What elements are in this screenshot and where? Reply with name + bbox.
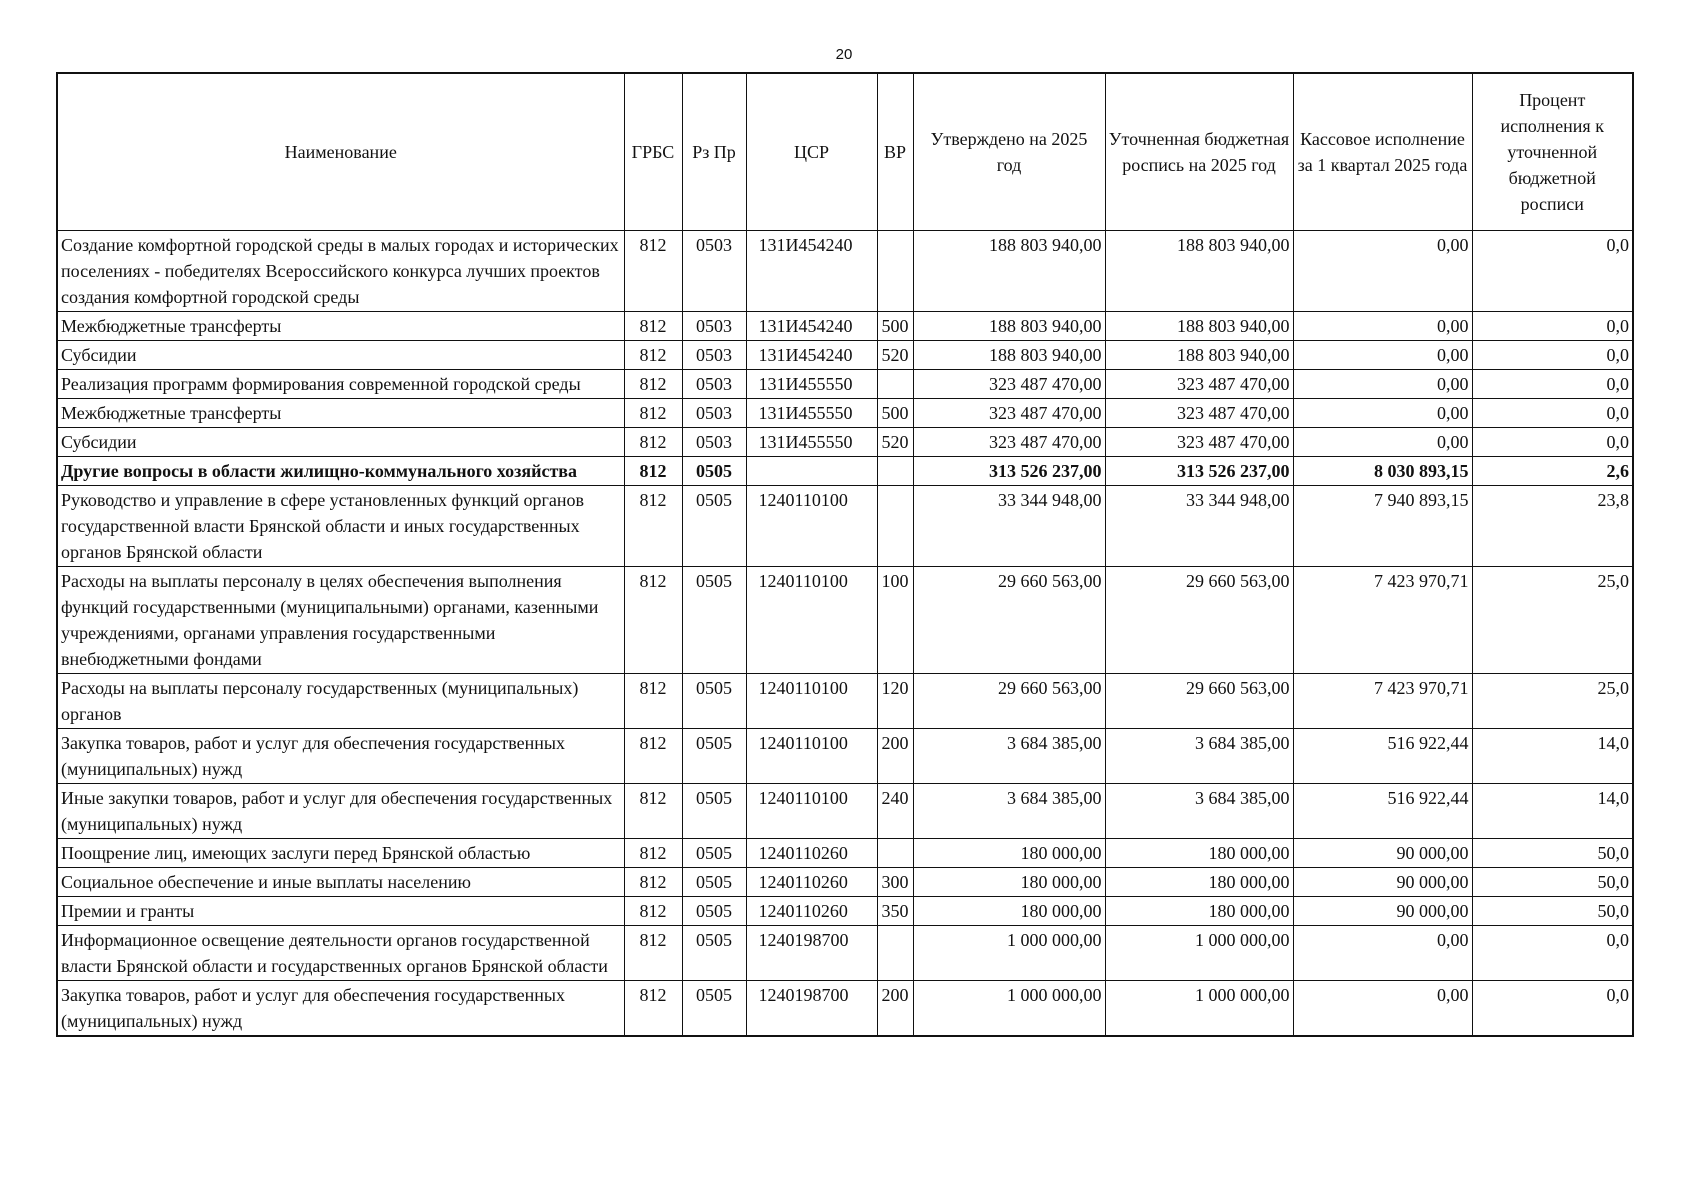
cell-cash: 0,00 xyxy=(1293,231,1472,312)
cell-approved: 323 487 470,00 xyxy=(913,399,1105,428)
cell-rzpr: 0505 xyxy=(682,486,746,567)
budget-table xyxy=(56,72,1634,1037)
cell-percent: 0,0 xyxy=(1472,926,1633,981)
cell-cash: 0,00 xyxy=(1293,341,1472,370)
cell-vr: 500 xyxy=(877,312,913,341)
cell-name: Поощрение лиц, имеющих заслуги перед Брянской областью xyxy=(57,839,624,868)
cell-percent: 0,0 xyxy=(1472,428,1633,457)
cell-approved: 1 000 000,00 xyxy=(913,981,1105,1037)
cell-refined: 323 487 470,00 xyxy=(1105,428,1293,457)
cell-vr xyxy=(877,457,913,486)
cell-refined: 3 684 385,00 xyxy=(1105,729,1293,784)
cell-csr: 1240110100 xyxy=(746,674,877,729)
cell-cash: 8 030 893,15 xyxy=(1293,457,1472,486)
cell-grbs: 812 xyxy=(624,428,682,457)
table-row xyxy=(57,341,1633,370)
cell-rzpr: 0503 xyxy=(682,428,746,457)
cell-csr: 131И455550 xyxy=(746,399,877,428)
page-number: 20 xyxy=(835,46,853,63)
cell-refined: 180 000,00 xyxy=(1105,897,1293,926)
cell-rzpr: 0503 xyxy=(682,370,746,399)
table-header-row xyxy=(57,73,1633,231)
cell-cash: 90 000,00 xyxy=(1293,897,1472,926)
cell-refined: 180 000,00 xyxy=(1105,839,1293,868)
cell-name: Расходы на выплаты персоналу государственных (муниципальных) органов xyxy=(57,674,624,729)
cell-vr: 100 xyxy=(877,567,913,674)
cell-name: Закупка товаров, работ и услуг для обеспечения государственных (муниципальных) нужд xyxy=(57,729,624,784)
cell-name: Премии и гранты xyxy=(57,897,624,926)
cell-name: Иные закупки товаров, работ и услуг для обеспечения государственных (муниципальных) нужд xyxy=(57,784,624,839)
cell-approved: 3 684 385,00 xyxy=(913,784,1105,839)
cell-percent: 25,0 xyxy=(1472,674,1633,729)
cell-name: Межбюджетные трансферты xyxy=(57,399,624,428)
cell-grbs: 812 xyxy=(624,370,682,399)
cell-refined: 33 344 948,00 xyxy=(1105,486,1293,567)
table-row xyxy=(57,457,1633,486)
cell-csr: 1240110100 xyxy=(746,567,877,674)
cell-percent: 14,0 xyxy=(1472,784,1633,839)
cell-approved: 1 000 000,00 xyxy=(913,926,1105,981)
cell-grbs: 812 xyxy=(624,486,682,567)
table-row xyxy=(57,981,1633,1037)
cell-grbs: 812 xyxy=(624,567,682,674)
table-row xyxy=(57,567,1633,674)
header-name: Наименование xyxy=(57,73,624,231)
header-csr: ЦСР xyxy=(746,73,877,231)
table-row xyxy=(57,868,1633,897)
cell-percent: 0,0 xyxy=(1472,981,1633,1037)
cell-name: Руководство и управление в сфере установленных функций органов государственной власти Брянской области и иных государственных органов Брянской области xyxy=(57,486,624,567)
cell-refined: 188 803 940,00 xyxy=(1105,312,1293,341)
cell-name: Реализация программ формирования современной городской среды xyxy=(57,370,624,399)
cell-percent: 0,0 xyxy=(1472,312,1633,341)
cell-cash: 0,00 xyxy=(1293,926,1472,981)
cell-approved: 3 684 385,00 xyxy=(913,729,1105,784)
cell-refined: 313 526 237,00 xyxy=(1105,457,1293,486)
cell-approved: 29 660 563,00 xyxy=(913,674,1105,729)
cell-approved: 323 487 470,00 xyxy=(913,428,1105,457)
cell-csr: 1240110260 xyxy=(746,839,877,868)
header-grbs: ГРБС xyxy=(624,73,682,231)
cell-grbs: 812 xyxy=(624,981,682,1037)
cell-cash: 7 423 970,71 xyxy=(1293,567,1472,674)
cell-approved: 323 487 470,00 xyxy=(913,370,1105,399)
table-row xyxy=(57,428,1633,457)
cell-rzpr: 0505 xyxy=(682,729,746,784)
cell-rzpr: 0505 xyxy=(682,981,746,1037)
table-row xyxy=(57,729,1633,784)
cell-grbs: 812 xyxy=(624,399,682,428)
cell-name: Другие вопросы в области жилищно-коммунального хозяйства xyxy=(57,457,624,486)
table-row xyxy=(57,784,1633,839)
header-percent: Процент исполнения к уточненной бюджетной росписи xyxy=(1472,73,1633,231)
cell-refined: 1 000 000,00 xyxy=(1105,926,1293,981)
cell-grbs: 812 xyxy=(624,457,682,486)
cell-csr: 1240110100 xyxy=(746,486,877,567)
cell-cash: 516 922,44 xyxy=(1293,729,1472,784)
cell-refined: 29 660 563,00 xyxy=(1105,567,1293,674)
cell-grbs: 812 xyxy=(624,729,682,784)
cell-name: Социальное обеспечение и иные выплаты населению xyxy=(57,868,624,897)
cell-refined: 180 000,00 xyxy=(1105,868,1293,897)
cell-vr: 200 xyxy=(877,729,913,784)
cell-approved: 188 803 940,00 xyxy=(913,312,1105,341)
cell-grbs: 812 xyxy=(624,784,682,839)
cell-percent: 0,0 xyxy=(1472,341,1633,370)
cell-refined: 3 684 385,00 xyxy=(1105,784,1293,839)
cell-rzpr: 0503 xyxy=(682,341,746,370)
cell-refined: 1 000 000,00 xyxy=(1105,981,1293,1037)
cell-percent: 50,0 xyxy=(1472,839,1633,868)
table-row xyxy=(57,674,1633,729)
cell-vr xyxy=(877,926,913,981)
header-vr: ВР xyxy=(877,73,913,231)
cell-vr: 300 xyxy=(877,868,913,897)
cell-grbs: 812 xyxy=(624,312,682,341)
table-row xyxy=(57,231,1633,312)
cell-vr xyxy=(877,231,913,312)
table-row xyxy=(57,312,1633,341)
cell-rzpr: 0503 xyxy=(682,312,746,341)
cell-percent: 0,0 xyxy=(1472,231,1633,312)
cell-csr: 131И455550 xyxy=(746,370,877,399)
cell-cash: 0,00 xyxy=(1293,981,1472,1037)
cell-vr xyxy=(877,370,913,399)
cell-csr: 1240110100 xyxy=(746,784,877,839)
cell-percent: 0,0 xyxy=(1472,370,1633,399)
table-row xyxy=(57,897,1633,926)
cell-name: Расходы на выплаты персоналу в целях обеспечения выполнения функций государственными (муниципальными) органами, казенными учреждениями, органами управления государственными внебюджетными фондами xyxy=(57,567,624,674)
cell-approved: 180 000,00 xyxy=(913,897,1105,926)
cell-percent: 50,0 xyxy=(1472,868,1633,897)
cell-percent: 14,0 xyxy=(1472,729,1633,784)
cell-rzpr: 0505 xyxy=(682,457,746,486)
cell-name: Субсидии xyxy=(57,428,624,457)
cell-refined: 29 660 563,00 xyxy=(1105,674,1293,729)
cell-refined: 188 803 940,00 xyxy=(1105,231,1293,312)
cell-approved: 180 000,00 xyxy=(913,868,1105,897)
cell-rzpr: 0503 xyxy=(682,399,746,428)
cell-csr: 1240198700 xyxy=(746,926,877,981)
cell-refined: 188 803 940,00 xyxy=(1105,341,1293,370)
header-approved: Утверждено на 2025 год xyxy=(913,73,1105,231)
cell-cash: 516 922,44 xyxy=(1293,784,1472,839)
cell-approved: 188 803 940,00 xyxy=(913,231,1105,312)
cell-name: Субсидии xyxy=(57,341,624,370)
cell-vr: 520 xyxy=(877,428,913,457)
cell-csr: 1240198700 xyxy=(746,981,877,1037)
cell-csr: 131И454240 xyxy=(746,231,877,312)
cell-percent: 25,0 xyxy=(1472,567,1633,674)
cell-cash: 90 000,00 xyxy=(1293,839,1472,868)
header-cash: Кассовое исполнение за 1 квартал 2025 года xyxy=(1293,73,1472,231)
cell-vr: 350 xyxy=(877,897,913,926)
cell-percent: 23,8 xyxy=(1472,486,1633,567)
cell-name: Создание комфортной городской среды в малых городах и исторических поселениях - победителях Всероссийского конкурса лучших проектов создания комфортной городской среды xyxy=(57,231,624,312)
header-rzpr: Рз Пр xyxy=(682,73,746,231)
cell-name: Закупка товаров, работ и услуг для обеспечения государственных (муниципальных) нужд xyxy=(57,981,624,1037)
cell-percent: 50,0 xyxy=(1472,897,1633,926)
cell-name: Информационное освещение деятельности органов государственной власти Брянской области и государственных органов Брянской области xyxy=(57,926,624,981)
cell-percent: 0,0 xyxy=(1472,399,1633,428)
cell-vr: 200 xyxy=(877,981,913,1037)
cell-approved: 313 526 237,00 xyxy=(913,457,1105,486)
cell-percent: 2,6 xyxy=(1472,457,1633,486)
cell-cash: 7 940 893,15 xyxy=(1293,486,1472,567)
cell-rzpr: 0505 xyxy=(682,926,746,981)
cell-rzpr: 0505 xyxy=(682,868,746,897)
cell-cash: 0,00 xyxy=(1293,399,1472,428)
cell-cash: 7 423 970,71 xyxy=(1293,674,1472,729)
cell-cash: 0,00 xyxy=(1293,370,1472,399)
cell-csr: 131И455550 xyxy=(746,428,877,457)
cell-vr: 240 xyxy=(877,784,913,839)
cell-rzpr: 0505 xyxy=(682,784,746,839)
cell-rzpr: 0505 xyxy=(682,897,746,926)
cell-grbs: 812 xyxy=(624,868,682,897)
cell-rzpr: 0503 xyxy=(682,231,746,312)
table-row xyxy=(57,399,1633,428)
cell-csr: 1240110260 xyxy=(746,868,877,897)
cell-refined: 323 487 470,00 xyxy=(1105,399,1293,428)
cell-cash: 90 000,00 xyxy=(1293,868,1472,897)
cell-cash: 0,00 xyxy=(1293,312,1472,341)
cell-vr: 500 xyxy=(877,399,913,428)
cell-csr: 131И454240 xyxy=(746,312,877,341)
cell-grbs: 812 xyxy=(624,897,682,926)
cell-cash: 0,00 xyxy=(1293,428,1472,457)
cell-rzpr: 0505 xyxy=(682,567,746,674)
header-refined: Уточненная бюджетная роспись на 2025 год xyxy=(1105,73,1293,231)
cell-vr xyxy=(877,486,913,567)
cell-refined: 323 487 470,00 xyxy=(1105,370,1293,399)
cell-rzpr: 0505 xyxy=(682,674,746,729)
cell-grbs: 812 xyxy=(624,926,682,981)
cell-grbs: 812 xyxy=(624,674,682,729)
cell-grbs: 812 xyxy=(624,341,682,370)
cell-vr: 520 xyxy=(877,341,913,370)
cell-vr xyxy=(877,839,913,868)
cell-approved: 29 660 563,00 xyxy=(913,567,1105,674)
table-row xyxy=(57,486,1633,567)
table-row xyxy=(57,926,1633,981)
cell-approved: 180 000,00 xyxy=(913,839,1105,868)
cell-csr: 1240110100 xyxy=(746,729,877,784)
cell-csr xyxy=(746,457,877,486)
cell-name: Межбюджетные трансферты xyxy=(57,312,624,341)
cell-grbs: 812 xyxy=(624,839,682,868)
cell-approved: 33 344 948,00 xyxy=(913,486,1105,567)
table-row xyxy=(57,370,1633,399)
table-row xyxy=(57,839,1633,868)
cell-csr: 131И454240 xyxy=(746,341,877,370)
cell-vr: 120 xyxy=(877,674,913,729)
cell-csr: 1240110260 xyxy=(746,897,877,926)
cell-approved: 188 803 940,00 xyxy=(913,341,1105,370)
cell-grbs: 812 xyxy=(624,231,682,312)
cell-rzpr: 0505 xyxy=(682,839,746,868)
